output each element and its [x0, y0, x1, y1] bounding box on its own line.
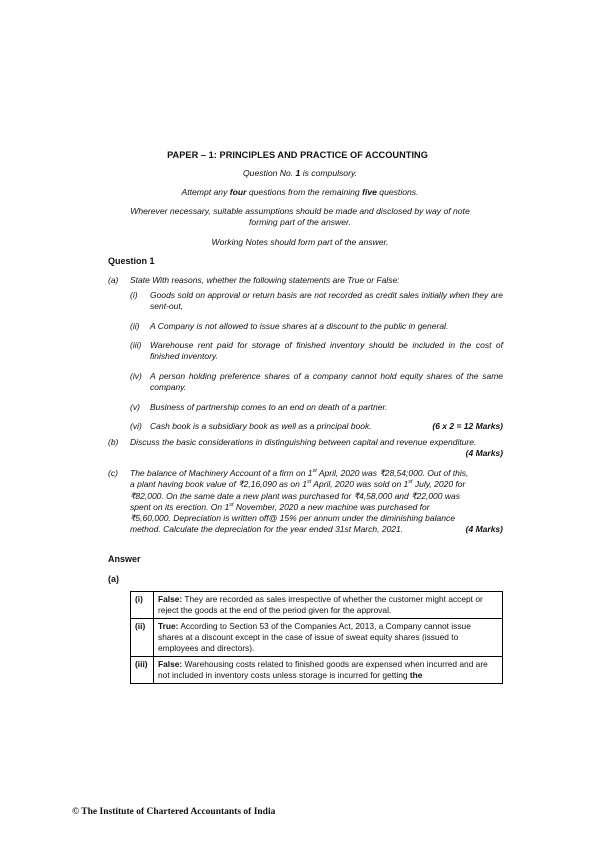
part-c-line: The balance of Machinery Account of a firm on 1st April, 2020 was ₹28,54;000. Out of this,	[130, 468, 469, 478]
row-number: (iii)	[131, 657, 154, 684]
table-row	[131, 657, 503, 684]
row-answer: True: According to Section 53 of the Companies Act, 2013, a Company cannot issue shares at a discount except in the case of issue of sweat equity shares (issued to employees and directors).	[154, 619, 503, 657]
statement-text: A Company is not allowed to issue shares at a discount to the public in general.	[150, 321, 449, 331]
marks-badge: (4 Marks)	[465, 448, 503, 459]
statement-text: Goods sold on approval or return basis are not recorded as credit sales initially when they are sent-out,	[150, 290, 503, 312]
part-b-label: (b)	[108, 437, 119, 447]
answer-table	[130, 591, 503, 684]
part-b-text: Discuss the basic considerations in distinguishing between capital and revenue expenditure. (4 Marks)	[130, 437, 503, 459]
statement-text: Warehouse rent paid for storage of finished inventory should be included in the cost of finished inventory.	[150, 340, 503, 362]
statement-number: (iv)	[130, 371, 142, 381]
statement-number: (v)	[130, 402, 140, 412]
question-heading: Question 1	[108, 256, 155, 266]
statement-number: (vi)	[130, 421, 142, 431]
part-c-line: ₹5,60,000. Depreciation is written off@ 15% per annum under the diminishing balance	[130, 513, 455, 524]
marks-badge: (4 Marks)	[465, 524, 503, 535]
part-c-text	[130, 468, 503, 536]
statement-text: Cash book is a subsidiary book as well as a principal book. (6 x 2 = 12 Marks)	[150, 421, 503, 431]
table-row	[131, 619, 503, 657]
row-number: (ii)	[131, 619, 154, 657]
statement-text: A person holding preference shares of a company cannot hold equity shares of the same company.	[150, 371, 503, 393]
instruction-attempt: Attempt any four questions from the remaining five questions.	[181, 187, 419, 197]
instruction-assumptions: Wherever necessary, suitable assumptions should be made and disclosed by way of note forming part of the answer.	[130, 206, 470, 227]
statement-number: (ii)	[130, 321, 140, 331]
row-answer: False: Warehousing costs related to finished goods are expensed when incurred and are not included in inventory costs unless storage is incurred for getting the	[154, 657, 503, 684]
answer-sub-label: (a)	[108, 574, 119, 584]
answer-heading: Answer	[108, 554, 141, 564]
statement-number: (i)	[130, 290, 138, 300]
row-number: (i)	[131, 592, 154, 619]
statement-text: Business of partnership comes to an end on death of a partner.	[150, 402, 388, 412]
row-answer: False: They are recorded as sales irrespective of whether the customer might accept or reject the goods at the end of the period given for the approval.	[154, 592, 503, 619]
marks-badge: (6 x 2 = 12 Marks)	[432, 421, 503, 431]
page-footer: © The Institute of Chartered Accountants of India	[72, 807, 276, 817]
statement-number: (iii)	[130, 340, 142, 350]
paper-title: PAPER – 1: PRINCIPLES AND PRACTICE OF ACCOUNTING	[167, 150, 428, 160]
part-a-text: State With reasons, whether the following statements are True or False:	[130, 275, 400, 285]
part-c-label: (c)	[108, 468, 118, 478]
part-a-label: (a)	[108, 275, 119, 285]
instruction-compulsory: Question No. 1 is compulsory.	[243, 168, 357, 178]
part-c-line: method. Calculate the depreciation for the year ended 31st March, 2021. (4 Marks)	[130, 524, 503, 535]
part-c-line: ₹82,000. On the same date a new plant was purchased for ₹4,58,000 and ₹22,000 was	[130, 490, 460, 501]
part-c-line: a plant having book value of ₹2,16,090 as on 1st April, 2020 was sold on 1st July, 2020 for	[130, 479, 466, 490]
part-c-line: spent on its erection. On 1st November, 2020 a new machine was purchased for	[130, 501, 430, 512]
instruction-working-notes: Working Notes should form part of the answer.	[211, 237, 389, 247]
table-row	[131, 592, 503, 619]
